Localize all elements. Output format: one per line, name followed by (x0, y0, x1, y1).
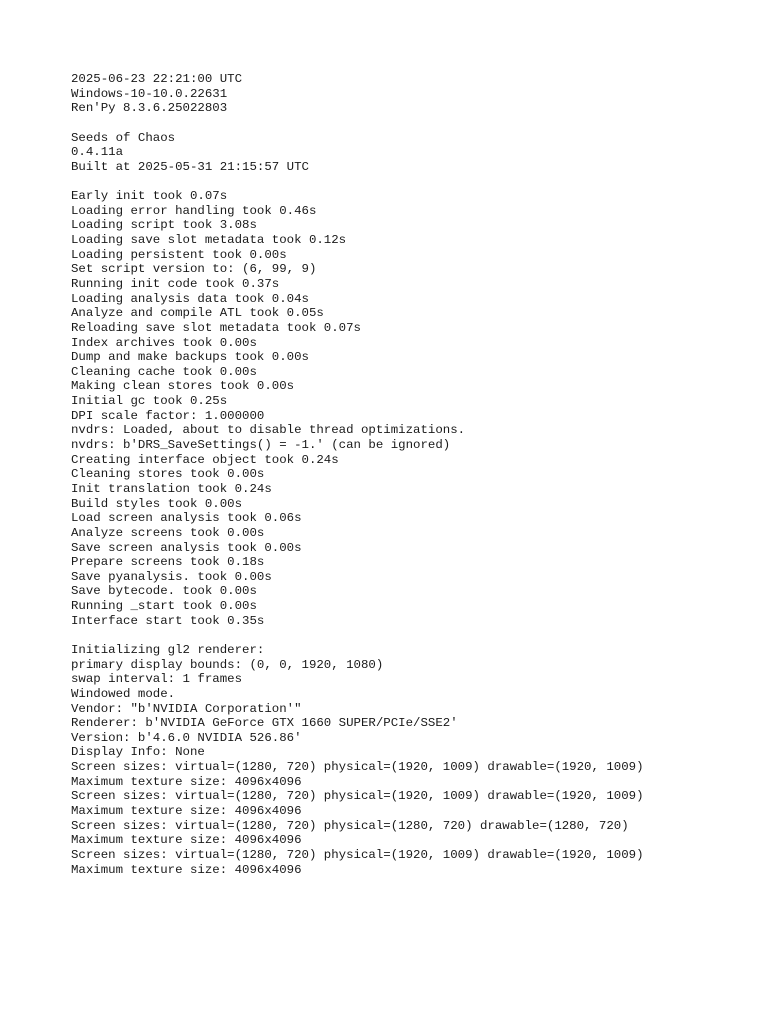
log-line: Loading error handling took 0.46s (71, 203, 317, 218)
log-line: Version: b'4.6.0 NVIDIA 526.86' (71, 730, 302, 745)
log-line: Initial gc took 0.25s (71, 394, 228, 409)
log-line: Loading script took 3.08s (71, 218, 257, 233)
log-line: Windowed mode. (71, 686, 176, 701)
log-line: Screen sizes: virtual=(1280, 720) physical=(1280, 720) drawable=(1280, 720) (71, 818, 629, 833)
log-line: swap interval: 1 frames (71, 672, 243, 687)
log-line: Running _start took 0.00s (71, 599, 257, 614)
log-line: Running init code took 0.37s (71, 276, 280, 291)
log-line: Making clean stores took 0.00s (71, 379, 295, 394)
log-line: Cleaning stores took 0.00s (71, 467, 265, 482)
log-game-block (71, 131, 748, 175)
log-line: Seeds of Chaos (71, 130, 176, 145)
log-line: Screen sizes: virtual=(1280, 720) physical=(1920, 1009) drawable=(1920, 1009) (71, 847, 644, 862)
log-line: Creating interface object took 0.24s (71, 452, 339, 467)
log-line: Maximum texture size: 4096x4096 (71, 774, 302, 789)
log-line: Early init took 0.07s (71, 189, 228, 204)
log-line: Save screen analysis took 0.00s (71, 540, 302, 555)
log-line: Analyze screens took 0.00s (71, 525, 265, 540)
log-line: Screen sizes: virtual=(1280, 720) physical=(1920, 1009) drawable=(1920, 1009) (71, 760, 644, 775)
log-line: Init translation took 0.24s (71, 481, 272, 496)
log-document (71, 72, 748, 877)
log-line: Set script version to: (6, 99, 9) (71, 262, 317, 277)
log-line: DPI scale factor: 1.000000 (71, 408, 265, 423)
log-line: Renderer: b'NVIDIA GeForce GTX 1660 SUPER/PCIe/SSE2' (71, 716, 458, 731)
log-line: nvdrs: b'DRS_SaveSettings() = -1.' (can be ignored) (71, 438, 451, 453)
log-line: Load screen analysis took 0.06s (71, 511, 302, 526)
log-line: Build styles took 0.00s (71, 496, 243, 511)
log-line: Interface start took 0.35s (71, 613, 265, 628)
log-line: 0.4.11a (71, 145, 124, 160)
log-line: Loading persistent took 0.00s (71, 247, 287, 262)
log-init-block (71, 189, 748, 628)
log-line: Save pyanalysis. took 0.00s (71, 569, 272, 584)
log-line: Windows-10-10.0.22631 (71, 86, 228, 101)
log-line: nvdrs: Loaded, about to disable thread optimizations. (71, 423, 466, 438)
log-line: 2025-06-23 22:21:00 UTC (71, 72, 243, 86)
log-line: Cleaning cache took 0.00s (71, 364, 257, 379)
blank-line (71, 116, 748, 131)
log-line: Screen sizes: virtual=(1280, 720) physical=(1920, 1009) drawable=(1920, 1009) (71, 789, 644, 804)
log-line: Maximum texture size: 4096x4096 (71, 862, 302, 877)
log-renderer-block (71, 643, 748, 877)
log-line: Display Info: None (71, 745, 205, 760)
log-line: Prepare screens took 0.18s (71, 555, 265, 570)
log-line: Ren'Py 8.3.6.25022803 (71, 101, 228, 116)
log-line: Analyze and compile ATL took 0.05s (71, 306, 324, 321)
log-line: Loading analysis data took 0.04s (71, 291, 309, 306)
log-line: Loading save slot metadata took 0.12s (71, 233, 347, 248)
log-line: Reloading save slot metadata took 0.07s (71, 320, 361, 335)
log-line: Index archives took 0.00s (71, 335, 257, 350)
log-line: Dump and make backups took 0.00s (71, 350, 309, 365)
log-line: primary display bounds: (0, 0, 1920, 1080) (71, 657, 384, 672)
blank-line (71, 174, 748, 189)
log-line: Vendor: "b'NVIDIA Corporation'" (71, 701, 302, 716)
log-line: Maximum texture size: 4096x4096 (71, 804, 302, 819)
log-line: Built at 2025-05-31 21:15:57 UTC (71, 159, 309, 174)
log-line: Maximum texture size: 4096x4096 (71, 833, 302, 848)
log-header-block (71, 72, 748, 116)
log-line: Initializing gl2 renderer: (71, 642, 265, 657)
log-line: Save bytecode. took 0.00s (71, 584, 257, 599)
blank-line (71, 628, 748, 643)
